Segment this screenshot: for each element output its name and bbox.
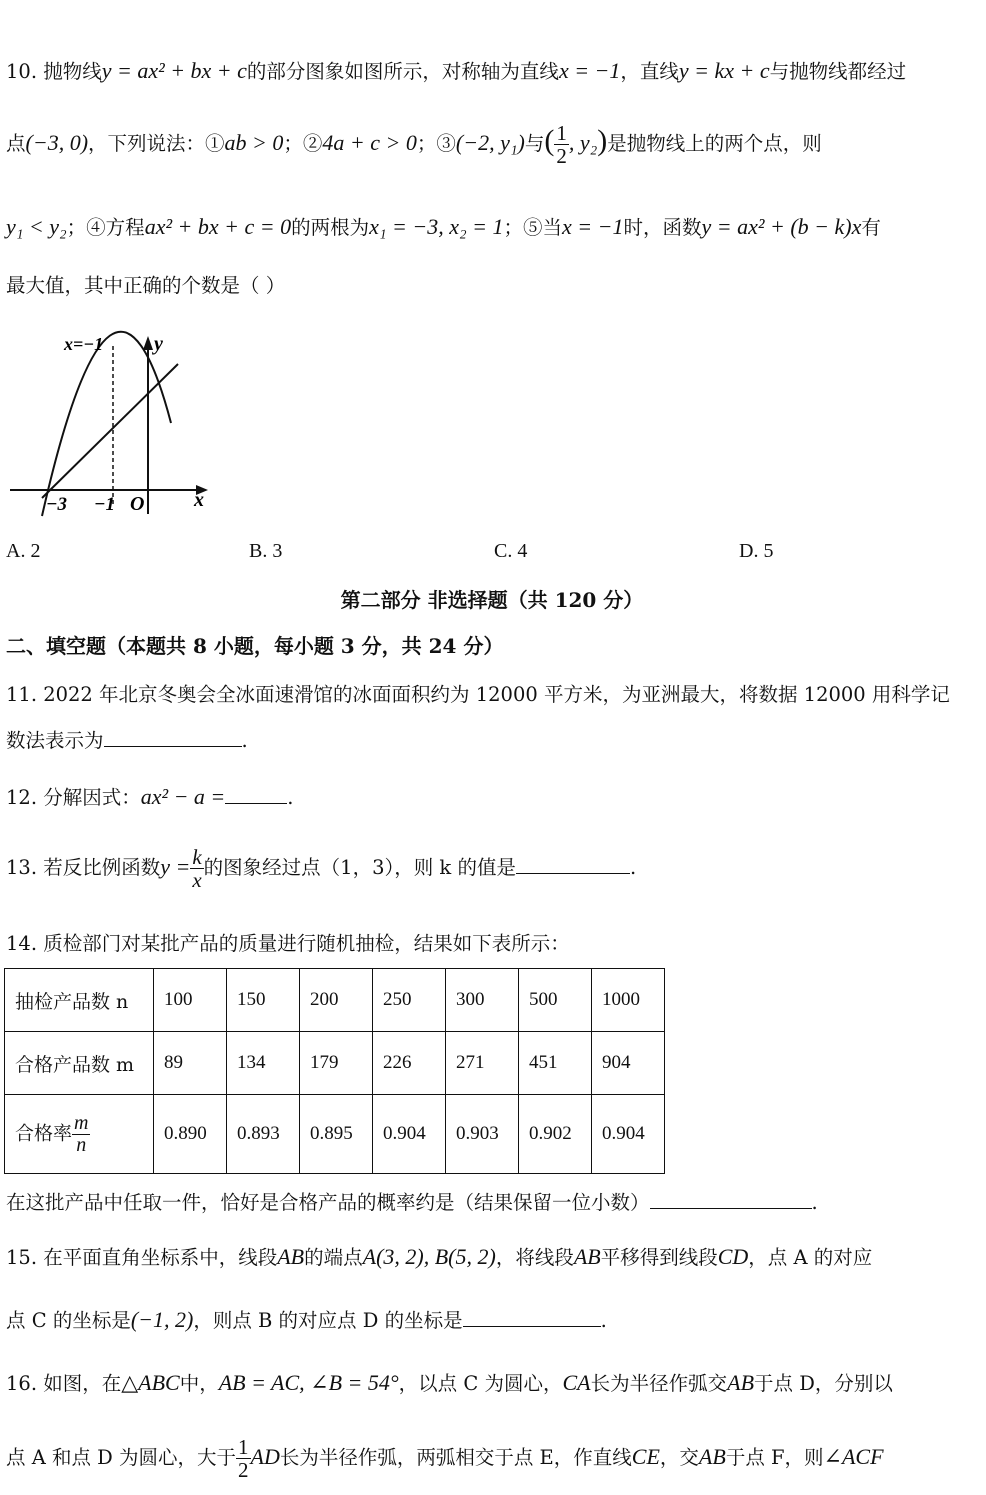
table-cell: 250 xyxy=(373,969,446,1032)
parabola-curve xyxy=(42,332,171,516)
table-row xyxy=(5,1032,665,1095)
q16-conditions: AB = AC, ∠B = 54° xyxy=(218,1370,399,1395)
q15-text: 平移得到线段 xyxy=(600,1246,718,1269)
table-row xyxy=(5,1095,665,1174)
answer-blank xyxy=(650,1190,812,1209)
table-cell: 179 xyxy=(300,1032,373,1095)
table-cell: 300 xyxy=(446,969,519,1032)
q12-line: 12. 分解因式：ax² − a = . xyxy=(6,784,294,809)
straight-line xyxy=(42,364,178,498)
part2-title: 第二部分 非选择题（共 120 分） xyxy=(340,588,644,612)
q10-line2: 点(−3, 0)，下列说法：①ab > 0；②4a + c > 0；③(−2, y₁)与( $\frac{1}{2}$ , y₂)是抛物线上的两个点，则 xyxy=(6,121,822,169)
q13-text: 13. 若反比例函数 xyxy=(6,856,161,880)
q10-axis-equation: x = −1 xyxy=(558,58,621,83)
q10-y2: , y₂ xyxy=(568,130,598,156)
table-cell: 1000 xyxy=(592,969,665,1032)
table-cell: 89 xyxy=(154,1032,227,1095)
table-cell: 226 xyxy=(373,1032,446,1095)
q10-text: ，下列说法：① xyxy=(88,132,225,156)
answer-blank xyxy=(225,785,287,804)
q10-text: 有 xyxy=(861,216,881,239)
q10-roots: x₁ = −3, x₂ = 1 xyxy=(369,214,504,239)
table-cell: 100 xyxy=(154,969,227,1032)
q16-line-ce: CE xyxy=(631,1444,660,1470)
table-cell: 451 xyxy=(519,1032,592,1095)
q16-text: 中， xyxy=(179,1372,219,1395)
answer-blank xyxy=(516,855,630,874)
option-d: D. 5 xyxy=(739,540,774,562)
q15-text: 15. 在平面直角坐标系中，线段 xyxy=(6,1246,278,1269)
q10-fraction: $\frac{1}{2}$ xyxy=(556,121,567,169)
q15-line2: 点 C 的坐标是(−1, 2)，则点 B 的对应点 D 的坐标是 . xyxy=(6,1307,607,1332)
q10-line4: 最大值，其中正确的个数是（ ） xyxy=(6,274,286,297)
q13-fraction: $\frac{k}{x}$ xyxy=(192,845,202,893)
q15-point-c: (−1, 2) xyxy=(130,1307,194,1332)
q10-line1 xyxy=(6,58,978,84)
q10-function: y = ax² + (b − k)x xyxy=(701,214,862,239)
q16-segment-ad: AD xyxy=(250,1444,280,1470)
q16-line1 xyxy=(6,1370,978,1396)
q15-text: 的端点 xyxy=(304,1246,363,1269)
q10-equation: ax² + bx + c = 0 xyxy=(144,214,292,239)
table-cell: 200 xyxy=(300,969,373,1032)
table-row-header xyxy=(5,1095,154,1174)
answer-blank xyxy=(463,1308,601,1327)
q16-segment-ab: AB xyxy=(727,1370,755,1395)
quality-table xyxy=(4,968,665,1174)
q10-text: 的两根为 xyxy=(291,216,370,239)
axis-label: x=−1 xyxy=(64,334,104,354)
q16-text: 于点 D，分别以 xyxy=(754,1372,893,1395)
q16-line2 xyxy=(6,1436,978,1481)
q12-text: 12. 分解因式： xyxy=(6,786,141,809)
option-a: A. 2 xyxy=(6,540,41,562)
q11-line1: 11. 2022 年北京冬奥会全冰面速滑馆的冰面面积约为 12000 平方米，为亚洲最大，将数据 12000 用科学记 xyxy=(6,683,950,706)
q10-point: (−3, 0) xyxy=(25,130,89,156)
table-cell: 0.902 xyxy=(519,1095,592,1174)
q16-text: 16. 如图，在 xyxy=(6,1372,122,1395)
q16-angle-acf: ∠ACF xyxy=(823,1444,884,1470)
answer-blank xyxy=(104,728,242,747)
q10-text: 与 xyxy=(524,132,545,156)
q10-line-equation: y = kx + c xyxy=(678,58,770,83)
option-b: B. 3 xyxy=(249,540,283,562)
q15-segment-ab: AB xyxy=(573,1244,601,1269)
q14-question: 在这批产品中任取一件，恰好是合格产品的概率约是（结果保留一位小数） . xyxy=(6,1191,818,1214)
q10-text: 时，函数 xyxy=(623,216,702,239)
table-cell: 0.890 xyxy=(154,1095,227,1174)
q10-text: 10. 抛物线 xyxy=(6,60,102,83)
table-cell: 150 xyxy=(227,969,300,1032)
table-cell: 0.893 xyxy=(227,1095,300,1174)
section2-title: 二、填空题（本题共 8 小题，每小题 3 分，共 24 分） xyxy=(6,634,504,658)
rate-label: 合格率 xyxy=(15,1122,73,1144)
q16-text: 长为半径作弧，两弧相交于点 E，作直线 xyxy=(279,1446,632,1470)
q16-segment-ca: CA xyxy=(562,1370,591,1395)
q10-line3 xyxy=(6,214,978,240)
table-cell: 0.895 xyxy=(300,1095,373,1174)
q15-points: A(3, 2), B(5, 2) xyxy=(362,1244,496,1269)
table-cell: 0.903 xyxy=(446,1095,519,1174)
q10-statement-3-point: (−2, y₁) xyxy=(455,130,525,156)
x-label: x xyxy=(194,489,204,511)
q16-segment-ab: AB xyxy=(698,1444,726,1470)
q10-text: 的部分图象如图所示，对称轴为直线 xyxy=(246,60,559,83)
q13-function: y = xyxy=(160,854,191,880)
q10-inequality: y₁ < y₂ xyxy=(6,214,67,239)
q14-text: 在这批产品中任取一件，恰好是合格产品的概率约是（结果保留一位小数） xyxy=(6,1191,650,1214)
q10-graph xyxy=(6,326,220,520)
rate-fraction: $\frac{m}{n}$ xyxy=(74,1111,89,1156)
origin-label: O xyxy=(130,493,145,515)
q13-line: 13. 若反比例函数y = $\frac{k}{x}$ 的图象经过点（1，3），则 k 的值是 . xyxy=(6,845,637,893)
q16-triangle: △ABC xyxy=(121,1370,180,1395)
q16-text: 点 A 和点 D 为圆心，大于 xyxy=(6,1446,237,1470)
table-cell: 271 xyxy=(446,1032,519,1095)
q11-line2: 数法表示为 . xyxy=(6,729,248,752)
table-cell: 134 xyxy=(227,1032,300,1095)
tick-label-minus1: −1 xyxy=(94,494,116,515)
table-cell: 0.904 xyxy=(592,1095,665,1174)
q10-text: 是抛物线上的两个点，则 xyxy=(607,132,822,156)
q15-text: ，将线段 xyxy=(495,1246,574,1269)
q15-segment-ab: AB xyxy=(277,1244,305,1269)
q10-x-value: x = −1 xyxy=(562,214,624,239)
q10-statement-1: ab > 0 xyxy=(224,130,284,156)
q10-text: ；② xyxy=(283,132,323,156)
q16-text: 长为半径作弧交 xyxy=(590,1372,728,1395)
q10-text: ，直线 xyxy=(620,60,679,83)
q16-text: ，以点 C 为圆心， xyxy=(398,1372,563,1395)
q10-text: ；⑤当 xyxy=(503,216,563,239)
q15-segment-cd: CD xyxy=(717,1244,749,1269)
q15-text: ，点 A 的对应 xyxy=(748,1246,873,1269)
q16-text: ，交 xyxy=(659,1446,699,1470)
q15-text: 点 C 的坐标是 xyxy=(6,1309,131,1332)
q11-text: 数法表示为 xyxy=(6,729,104,752)
table-row-header: 合格产品数 m xyxy=(5,1032,154,1095)
table-cell: 904 xyxy=(592,1032,665,1095)
y-axis-arrow xyxy=(143,336,153,350)
q14-intro: 14. 质检部门对某批产品的质量进行随机抽检，结果如下表所示： xyxy=(6,932,570,955)
q13-text: 的图象经过点（1，3），则 k 的值是 xyxy=(203,856,516,880)
q16-text: 于点 F，则 xyxy=(725,1446,824,1470)
option-c: C. 4 xyxy=(494,540,528,562)
table-cell: 500 xyxy=(519,969,592,1032)
q10-parabola-equation: y = ax² + bx + c xyxy=(101,58,247,83)
q10-text: 点 xyxy=(6,132,26,156)
q10-statement-2: 4a + c > 0 xyxy=(322,130,417,156)
q15-text: ，则点 B 的对应点 D 的坐标是 xyxy=(193,1309,463,1332)
y-label: y xyxy=(154,333,163,355)
table-row xyxy=(5,969,665,1032)
q12-expression: ax² − a = xyxy=(140,784,226,809)
q15-line1 xyxy=(6,1244,978,1270)
table-cell: 0.904 xyxy=(373,1095,446,1174)
table-row-header: 抽检产品数 n xyxy=(5,969,154,1032)
q10-text: ；④方程 xyxy=(66,216,145,239)
tick-label-minus3: −3 xyxy=(46,494,68,515)
q10-text: 与抛物线都经过 xyxy=(769,60,907,83)
q16-fraction: $\frac{1}{2}$ xyxy=(238,1435,249,1483)
q10-text: ；③ xyxy=(416,132,456,156)
